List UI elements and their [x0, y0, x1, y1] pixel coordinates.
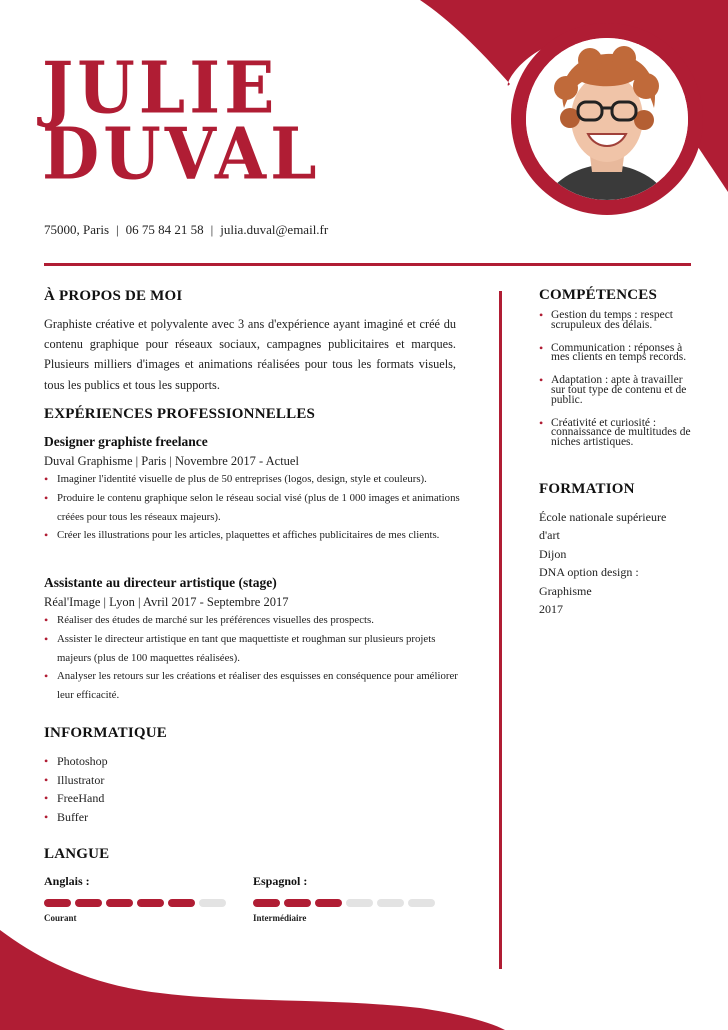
last-name: DUVAL	[42, 111, 321, 196]
contact-email[interactable]: julia.duval@email.fr	[220, 222, 329, 237]
level-bar-filled	[106, 899, 133, 907]
list-item: • Créer les illustrations pour les articles, plaquettes et affiches publicitaires de mes clients.	[44, 526, 464, 545]
formation-line: DNA option design :	[539, 565, 639, 580]
profile-photo	[526, 38, 688, 200]
language-spanish	[253, 874, 453, 923]
level-bar-empty	[377, 899, 404, 907]
level-bar-filled	[137, 899, 164, 907]
level-bar-filled	[315, 899, 342, 907]
list-item: • Assister le directeur artistique en tant que maquettiste et roughman sur plusieurs projets majeurs (plus de 100 maquettes réalisées).	[44, 630, 464, 668]
level-bar-filled	[284, 899, 311, 907]
langue-title: LANGUE	[44, 846, 110, 862]
list-item: • Réaliser des études de marché sur les préférences visuelles des prospects.	[44, 611, 464, 630]
list-item: • Photoshop	[44, 752, 108, 771]
informatique-title: INFORMATIQUE	[44, 725, 167, 741]
language-level-bars	[253, 899, 453, 907]
list-item: • Gestion du temps : respect scrupuleux des délais.	[539, 311, 699, 331]
bottom-left-red-wave	[0, 930, 505, 1030]
language-level: Courant	[44, 913, 77, 923]
experience-title: EXPÉRIENCES PROFESSIONNELLES	[44, 406, 316, 422]
contact-separator: |	[116, 222, 119, 237]
about-text: Graphiste créative et polyvalente avec 3 ans d'expérience ayant imaginé et créé du contenu graphique pour réseaux sociaux, campagnes publicitaires et marques. Plusieurs milliers d'images et animations réalisées pour tous les formats visuels, tous les publics et tous les supports.	[44, 317, 456, 392]
formation-line: Dijon	[539, 546, 567, 561]
level-bar-empty	[408, 899, 435, 907]
level-bar-filled	[75, 899, 102, 907]
job-bullets	[44, 470, 464, 545]
level-bar-empty	[346, 899, 373, 907]
formation-line: École nationale supérieure	[539, 510, 667, 524]
language-level: Intermédiaire	[253, 913, 307, 923]
horizontal-divider	[44, 263, 691, 266]
language-english	[44, 874, 244, 923]
job-meta: Duval Graphisme | Paris | Novembre 2017 - Actuel	[44, 454, 299, 468]
list-item: • Créativité et curiosité : connaissance de multitudes de niches artistiques.	[539, 419, 699, 448]
competences-list	[539, 311, 699, 461]
job-title: Designer graphiste freelance	[44, 434, 208, 449]
contact-separator: |	[210, 222, 214, 237]
list-item: • Adaptation : apte à travailler sur tout type de contenu et de public.	[539, 376, 699, 405]
formation-line: 2017	[539, 602, 563, 617]
formation-line: Graphisme	[539, 583, 592, 598]
vertical-divider	[499, 291, 502, 969]
competences-title: COMPÉTENCES	[539, 287, 658, 303]
list-item: • Analyser les retours sur les créations et réaliser des esquisses en conséquence pour améliorer leur efficacité.	[44, 667, 464, 705]
list-item: • Produire le contenu graphique selon le réseau social visé (plus de 1 000 images et animations créées pour tous les réseaux majeurs).	[44, 489, 464, 527]
contact-line	[44, 222, 328, 238]
first-name: JULIE	[42, 45, 279, 130]
informatique-list	[44, 752, 108, 826]
list-item: • Imaginer l'identité visuelle de plus de 50 entreprises (logos, design, style et couleurs).	[44, 470, 464, 489]
level-bar-filled	[168, 899, 195, 907]
formation-line: d'art	[539, 528, 560, 543]
level-bar-empty	[199, 899, 226, 907]
job-bullets	[44, 611, 464, 705]
language-level-bars	[44, 899, 244, 907]
contact-phone: 06 75 84 21 58	[125, 222, 204, 237]
level-bar-filled	[253, 899, 280, 907]
list-item: • Illustrator	[44, 771, 108, 790]
level-bar-filled	[44, 899, 71, 907]
formation-title: FORMATION	[539, 481, 635, 497]
profile-photo-illustration	[526, 38, 688, 200]
language-name: Espagnol :	[253, 874, 308, 888]
formation-details	[539, 508, 699, 618]
job-title: Assistante au directeur artistique (stage)	[44, 575, 277, 590]
language-name: Anglais :	[44, 874, 90, 888]
list-item: • Communication : réponses à mes clients en temps records.	[539, 344, 699, 364]
job-meta: Réal'Image | Lyon | Avril 2017 - Septembre 2017	[44, 595, 289, 609]
contact-address: 75000, Paris	[44, 222, 109, 237]
list-item: • FreeHand	[44, 789, 108, 808]
list-item: • Buffer	[44, 808, 108, 827]
about-title: À PROPOS DE MOI	[44, 288, 183, 304]
